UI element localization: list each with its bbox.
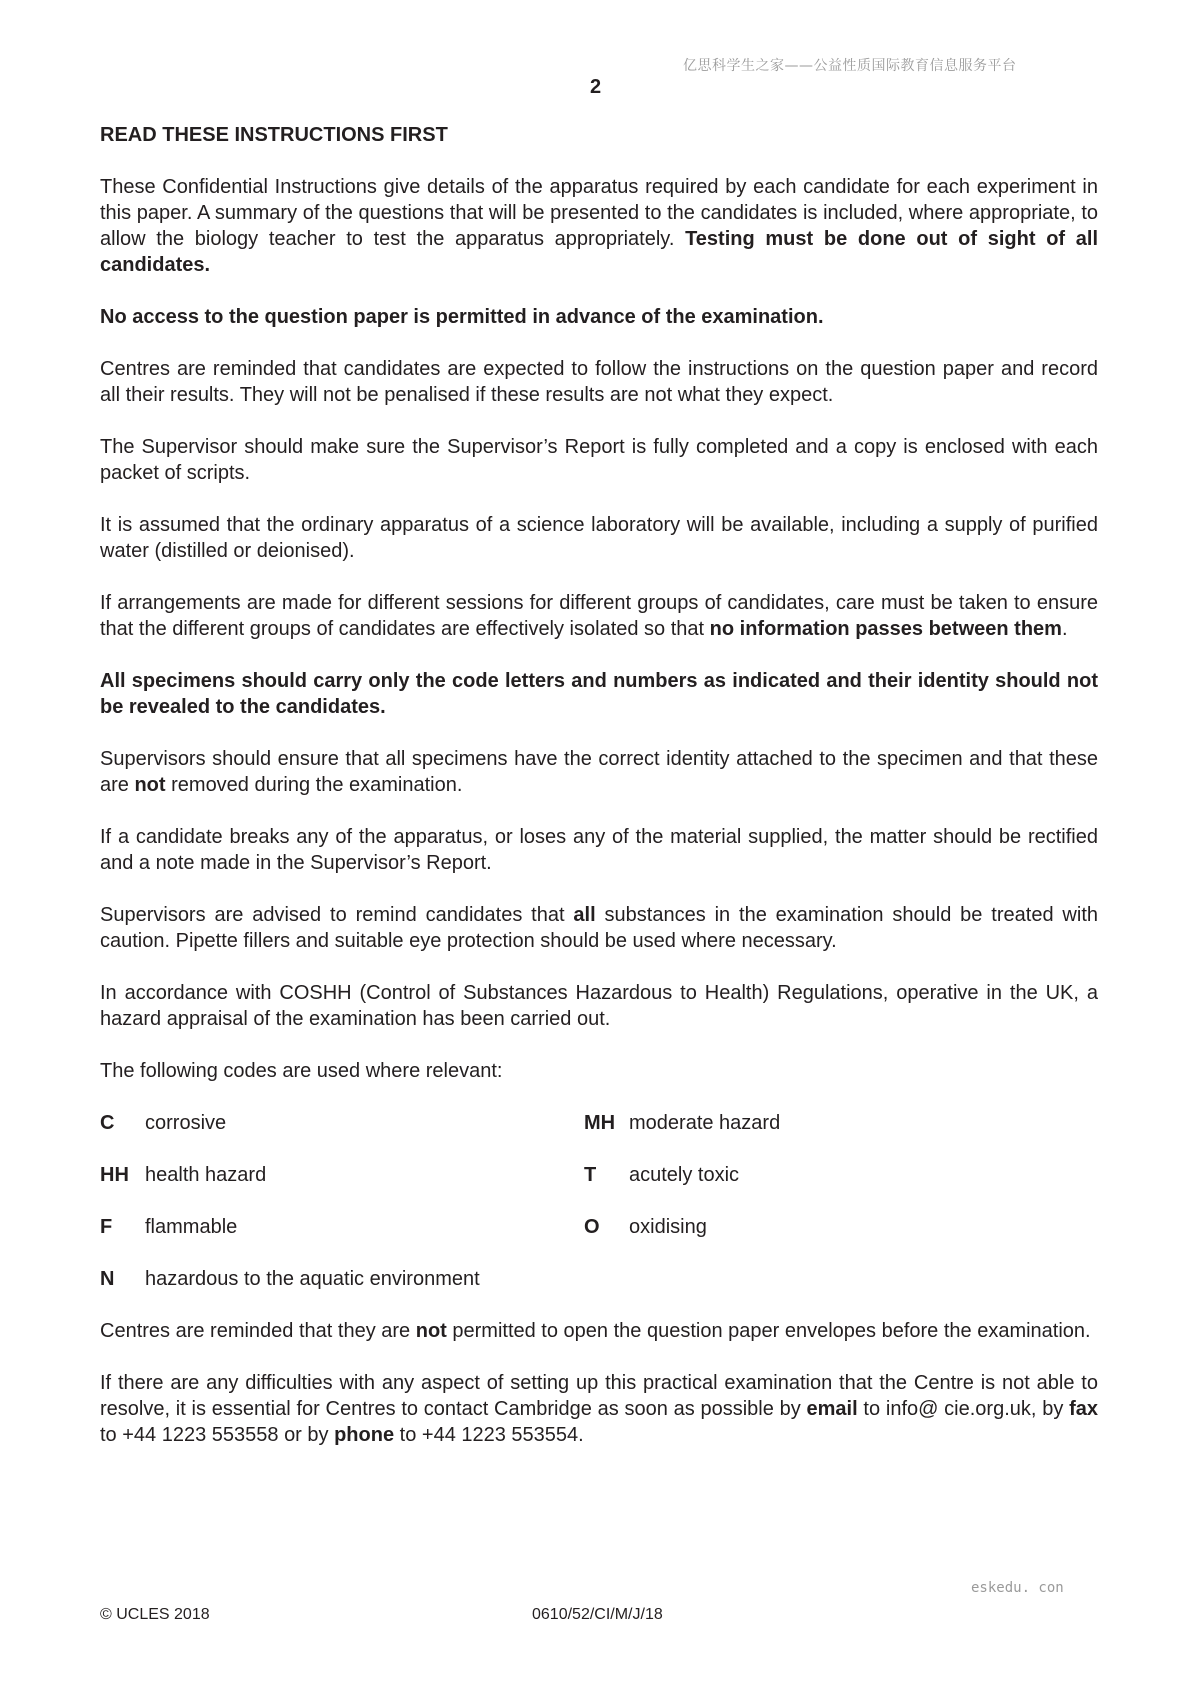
paragraph-text: If there are any difficulties with any aspect of setting up this practical examination that the Centre is not able to resolve, it is essential for Centres to contact Cambridge as soon as possible by: [100, 1372, 1098, 1420]
paragraph-text: substances in the examination should be treated with caution. Pipette fillers and suitable eye protection should be used where necessary.: [100, 904, 1098, 952]
paragraph-text: permitted to open the question paper envelopes before the examination.: [446, 1320, 1091, 1342]
paragraph-text: removed during the examination.: [165, 774, 463, 796]
paragraph-breakage: If a candidate breaks any of the apparatus, or loses any of the material supplied, the matter should be rectified and a note made in the Supervisor’s Report.: [100, 826, 1098, 874]
paragraph-text: Centres are reminded that they are: [100, 1320, 416, 1342]
instructions-content: [100, 122, 1098, 1474]
header-watermark: 亿思科学生之家——公益性质国际教育信息服务平台: [683, 58, 1017, 74]
hazard-code: T: [584, 1164, 597, 1186]
paragraph-text: to +44 1223 553558 or by: [100, 1424, 335, 1446]
hazard-code-item: [100, 1266, 584, 1292]
hazard-code: C: [100, 1112, 115, 1134]
footer-watermark: eskedu. con: [971, 1580, 1064, 1596]
paragraph-contact: [100, 1370, 1098, 1448]
hazard-code: O: [584, 1216, 600, 1238]
paragraph-sessions: [100, 590, 1098, 642]
email-label: email: [806, 1398, 858, 1420]
paragraph-specimens-codes: All specimens should carry only the code letters and numbers as indicated and their identity should not be revealed to the candidates.: [100, 670, 1098, 718]
paragraph-codes-intro: The following codes are used where relevant:: [100, 1060, 503, 1082]
paragraph-coshh: In accordance with COSHH (Control of Substances Hazardous to Health) Regulations, operative in the UK, a hazard appraisal of the examination has been carried out.: [100, 982, 1098, 1030]
paragraph-candidates-expected: Centres are reminded that candidates are expected to follow the instructions on the question paper and record all their results. They will not be penalised if these results are not what they expect.: [100, 358, 1098, 406]
section-heading: READ THESE INSTRUCTIONS FIRST: [100, 124, 448, 146]
paragraph-bold-text: all: [573, 904, 596, 926]
footer-copyright: © UCLES 2018: [100, 1606, 210, 1623]
paragraph-bold-text: not: [134, 774, 166, 796]
paragraph-text: If arrangements are made for different sessions for different groups of candidates, care must be taken to ensure that the different groups of candidates are effectively isolated so that: [100, 592, 1098, 640]
paragraph-envelopes: [100, 1318, 1098, 1344]
hazard-code: HH: [100, 1164, 129, 1186]
hazard-codes-list: [100, 1110, 1098, 1292]
hazard-label: corrosive: [145, 1112, 227, 1134]
paragraph-specimens-identity: [100, 746, 1098, 798]
paragraph-confidential-instructions: [100, 174, 1098, 278]
hazard-label: acutely toxic: [629, 1164, 740, 1186]
paragraph-text: .: [1061, 618, 1068, 640]
footer-paper-code: 0610/52/CI/M/J/18: [532, 1606, 663, 1623]
paragraph-bold-text: not: [415, 1320, 447, 1342]
hazard-label: flammable: [145, 1216, 238, 1238]
hazard-code-item: [100, 1162, 584, 1188]
hazard-code-item: [584, 1110, 1068, 1136]
paragraph-text: These Confidential Instructions give details of the apparatus required by each candidate for each experiment in this paper. A summary of the questions that will be presented to the candidates is included, where appropriate, to allow the biology teacher to test the apparatus appropriately.: [100, 176, 1098, 250]
hazard-code-item: [100, 1214, 584, 1240]
hazard-code: MH: [584, 1112, 616, 1134]
hazard-code: N: [100, 1268, 115, 1290]
hazard-label: moderate hazard: [629, 1112, 781, 1134]
hazard-code-item: [100, 1110, 584, 1136]
paragraph-caution: [100, 902, 1098, 954]
paragraph-bold-text: no information passes between them: [709, 618, 1062, 640]
paragraph-text: Supervisors are advised to remind candidates that: [100, 904, 574, 926]
paragraph-apparatus-assumed: It is assumed that the ordinary apparatus of a science laboratory will be available, including a supply of purified water (distilled or deionised).: [100, 514, 1098, 562]
phone-label: phone: [334, 1424, 395, 1446]
hazard-label: health hazard: [145, 1164, 267, 1186]
paragraph-text: Supervisors should ensure that all specimens have the correct identity attached to the specimen and that these are: [100, 748, 1098, 796]
paragraph-text: to info@ cie.org.uk, by: [857, 1398, 1070, 1420]
page-number: 2: [589, 76, 602, 98]
paragraph-text: to +44 1223 553554.: [394, 1424, 584, 1446]
paragraph-bold-text: Testing must be done out of sight of all candidates.: [100, 228, 1098, 276]
hazard-label: hazardous to the aquatic environment: [145, 1268, 480, 1290]
fax-label: fax: [1069, 1398, 1098, 1420]
hazard-code-item: [584, 1162, 1068, 1188]
hazard-label: oxidising: [629, 1216, 707, 1238]
hazard-code: F: [100, 1216, 113, 1238]
hazard-code-item: [584, 1214, 1068, 1240]
paragraph-supervisor-report: The Supervisor should make sure the Supervisor’s Report is fully completed and a copy is enclosed with each packet of scripts.: [100, 436, 1098, 484]
paragraph-no-access: No access to the question paper is permitted in advance of the examination.: [100, 306, 824, 328]
